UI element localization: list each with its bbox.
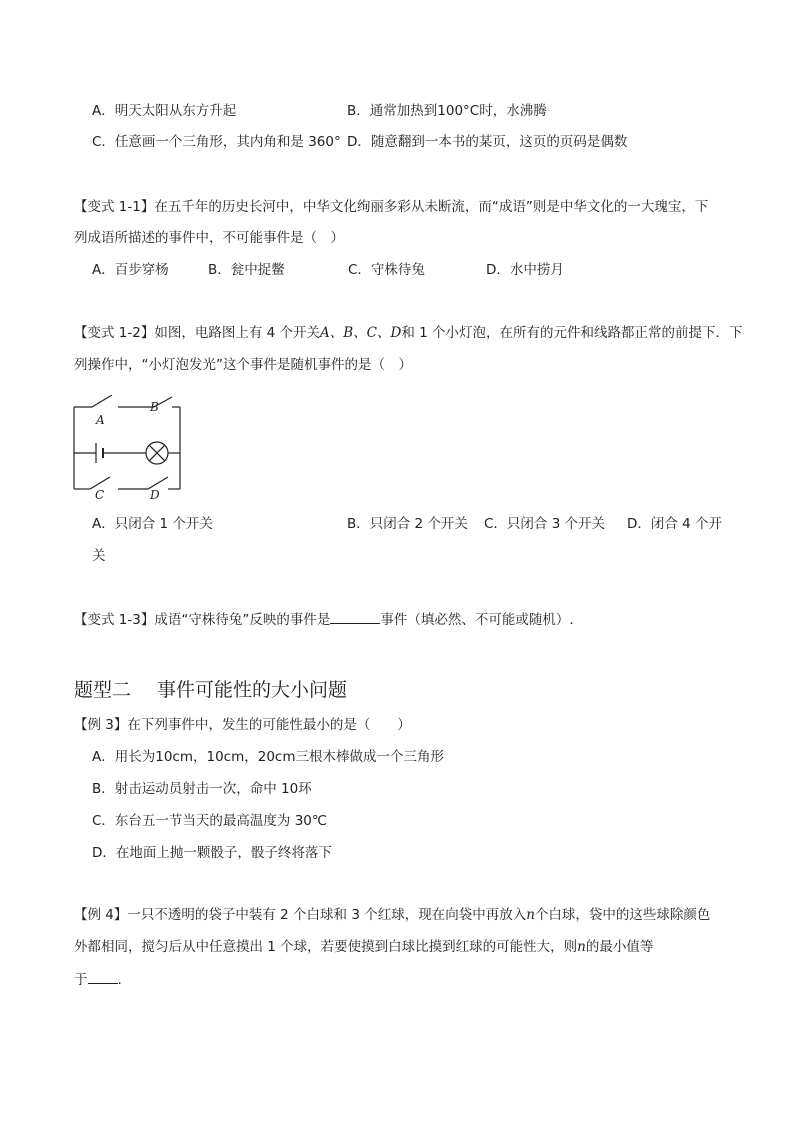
example-4-answer-blank[interactable] (88, 969, 118, 984)
option-c: C．任意画一个三角形，其内角和是 360° (92, 134, 341, 150)
variant-1-2-label: 【变式 1-2】 (74, 325, 155, 341)
variant-1-1-line2: 列成语所描述的事件中，不可能事件是（ ） (74, 230, 344, 246)
example-4-text-3a: 于 (74, 972, 88, 988)
variant-1-1-option-d: D．水中捞月 (486, 262, 564, 278)
circuit-diagram (68, 395, 188, 500)
variant-1-2-option-c: C．只闭合 3 个开关 (484, 516, 606, 532)
variant-1-3-text-a: 成语“守株待兔”反映的事件是 (154, 612, 331, 628)
variant-1-1-label: 【变式 1-1】 (74, 199, 155, 215)
variant-1-1-line1 (74, 197, 708, 217)
variant-1-2-option-d-wrap: 关 (92, 548, 106, 564)
variant-1-1-option-a: A．百步穿杨 (92, 262, 169, 278)
section-heading (74, 677, 347, 703)
example-4-line2 (74, 937, 653, 957)
variant-1-2-option-a: A．只闭合 1 个开关 (92, 516, 213, 532)
variant-1-2-text-a: 如图，电路图上有 4 个开关 (154, 325, 321, 341)
example-3-stem (74, 715, 411, 735)
variant-1-3-line (74, 609, 574, 630)
variant-1-2-text-b: 和 1 个小灯泡，在所有的元件和线路都正常的前提下．下 (401, 325, 743, 341)
example-4-line1 (74, 905, 710, 925)
example-4-line3 (74, 969, 122, 990)
example-4-text-1b: 个白球，袋中的这些球除颜色 (534, 907, 711, 923)
example-3-option-d: D．在地面上抛一颗骰子，骰子终将落下 (92, 845, 332, 861)
example-4-var-n-1: n (526, 907, 535, 923)
answer-blank[interactable] (330, 609, 380, 624)
example-4-var-n-2: n (577, 939, 586, 955)
example-3-text: 在下列事件中，发生的可能性最小的是（ ） (127, 717, 411, 733)
example-3-label: 【例 3】 (74, 717, 128, 733)
variant-1-3-label: 【变式 1-3】 (74, 612, 155, 628)
option-b: B．通常加热到100°C时，水沸腾 (347, 103, 547, 119)
switch-label-a: A (96, 413, 105, 427)
switch-label-d: D (150, 488, 160, 500)
option-a: A．明天太阳从东方升起 (92, 103, 237, 119)
variant-1-2-line2: 列操作中，“小灯泡发光”这个事件是随机事件的是（ ） (74, 357, 412, 373)
variant-1-1-option-b: B．瓮中捉鳖 (208, 262, 285, 278)
example-4-text-2a: 外都相同，搅匀后从中任意摸出 1 个球，若要使摸到白球比摸到红球的可能性大，则 (74, 939, 578, 955)
variant-1-1-text: 在五千年的历史长河中，中华文化绚丽多彩从未断流，而“成语”则是中华文化的一大瑰宝，下 (154, 199, 709, 215)
variant-1-2-switch-vars: A、B、C、D (320, 325, 402, 341)
variant-1-2-option-b: B．只闭合 2 个开关 (347, 516, 468, 532)
example-3-option-b: B．射击运动员射击一次，命中 10环 (92, 781, 312, 797)
option-d: D．随意翻到一本书的某页，这页的页码是偶数 (347, 134, 628, 150)
variant-1-2-option-d: D．闭合 4 个开 (627, 516, 723, 532)
section-subtitle: 事件可能性的大小问题 (157, 679, 348, 701)
section-title: 题型二 (74, 679, 132, 701)
example-3-option-a: A．用长为10cm，10cm，20cm三根木棒做成一个三角形 (92, 749, 444, 765)
variant-1-3-text-b: 事件（填必然、不可能或随机）. (380, 612, 574, 628)
switch-a-icon (92, 395, 112, 407)
example-4-text-1a: 一只不透明的袋子中装有 2 个白球和 3 个红球，现在向袋中再放入 (127, 907, 527, 923)
example-4-text-2b: 的最小值等 (585, 939, 654, 955)
example-4-text-3b: . (117, 972, 122, 988)
switch-label-b: B (150, 400, 159, 414)
switch-label-c: C (95, 488, 105, 500)
variant-1-2-line1 (74, 323, 743, 343)
variant-1-1-option-c: C．守株待兔 (348, 262, 425, 278)
example-3-option-c: C．东台五一节当天的最高温度为 30℃ (92, 813, 328, 829)
example-4-label: 【例 4】 (74, 907, 128, 923)
